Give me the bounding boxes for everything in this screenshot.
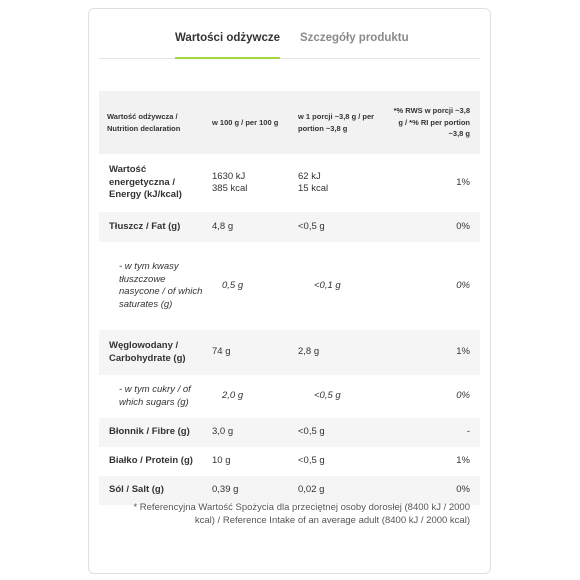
row-ri: 0% — [456, 390, 470, 402]
row-name: Błonnik / Fibre (g) — [99, 418, 208, 447]
tab-bar — [99, 23, 480, 59]
table-header-row — [99, 91, 480, 154]
row-portion: 0,02 g — [294, 476, 385, 505]
row-ri: 1% — [385, 330, 480, 375]
row-per100: 2,0 g — [222, 390, 244, 402]
row-name: Wartość energetyczna / Energy (kJ/kcal) — [109, 164, 182, 201]
row-portion: 2,8 g — [294, 330, 385, 375]
row-per100: 0,39 g — [208, 476, 294, 505]
row-ri: 1% — [456, 176, 470, 188]
table-row-fibre — [99, 418, 480, 447]
row-ri: 0% — [385, 476, 480, 505]
row-per100: 0,5 g — [222, 279, 244, 291]
row-portion: <0,1 g — [314, 279, 341, 291]
row-portion: <0,5 g — [294, 212, 385, 242]
header-nutrition-declaration: Wartość odżywcza / Nutrition declaration — [99, 91, 208, 154]
table-row-sugars — [99, 375, 480, 418]
table-row-protein — [99, 447, 480, 476]
tab-nutrition-values[interactable]: Wartości odżywcze — [175, 29, 280, 59]
tab-product-details[interactable]: Szczegóły produktu — [300, 32, 409, 44]
row-portion: <0,5 g — [314, 390, 341, 402]
row-per100: 74 g — [208, 330, 294, 375]
row-ri: - — [385, 418, 480, 447]
row-portion: 62 kJ 15 kcal — [298, 170, 329, 194]
row-portion: <0,5 g — [294, 418, 385, 447]
header-per-100g: w 100 g / per 100 g — [208, 91, 294, 154]
header-reference-intake: *% RWS w porcji ~3,8 g / *% RI per portion ~3,8 g — [385, 91, 480, 154]
row-name: - w tym cukry / of which sugars (g) — [119, 384, 191, 408]
row-per100: 10 g — [212, 455, 231, 467]
table-row-energy — [99, 154, 480, 212]
row-name: Białko / Protein (g) — [109, 455, 193, 467]
row-ri: 1% — [456, 455, 470, 467]
table-row-saturates — [99, 242, 480, 330]
row-portion: <0,5 g — [298, 455, 325, 467]
row-per100: 1630 kJ 385 kcal — [212, 170, 248, 194]
header-per-portion: w 1 porcji ~3,8 g / per portion ~3,8 g — [294, 91, 385, 154]
row-per100: 3,0 g — [208, 418, 294, 447]
reference-intake-footnote: * Referencyjna Wartość Spożycia dla przeciętnej osoby dorosłej (8400 kJ / 2000 kcal) / Reference Intake of an average adult (8400 kJ / 2000 kcal) — [133, 502, 470, 526]
nutrition-table — [99, 91, 480, 505]
row-per100: 4,8 g — [208, 212, 294, 242]
row-name: Sól / Salt (g) — [99, 476, 208, 505]
row-name: Tłuszcz / Fat (g) — [99, 212, 208, 242]
row-ri: 0% — [456, 279, 470, 291]
row-name: - w tym kwasy tłuszczowe nasycone / of which saturates (g) — [119, 261, 203, 310]
row-name: Węglowodany / Carbohydrate (g) — [99, 330, 208, 375]
table-row-carbohydrate — [99, 330, 480, 375]
row-ri: 0% — [385, 212, 480, 242]
table-row-fat — [99, 212, 480, 242]
nutrition-card — [88, 8, 491, 574]
